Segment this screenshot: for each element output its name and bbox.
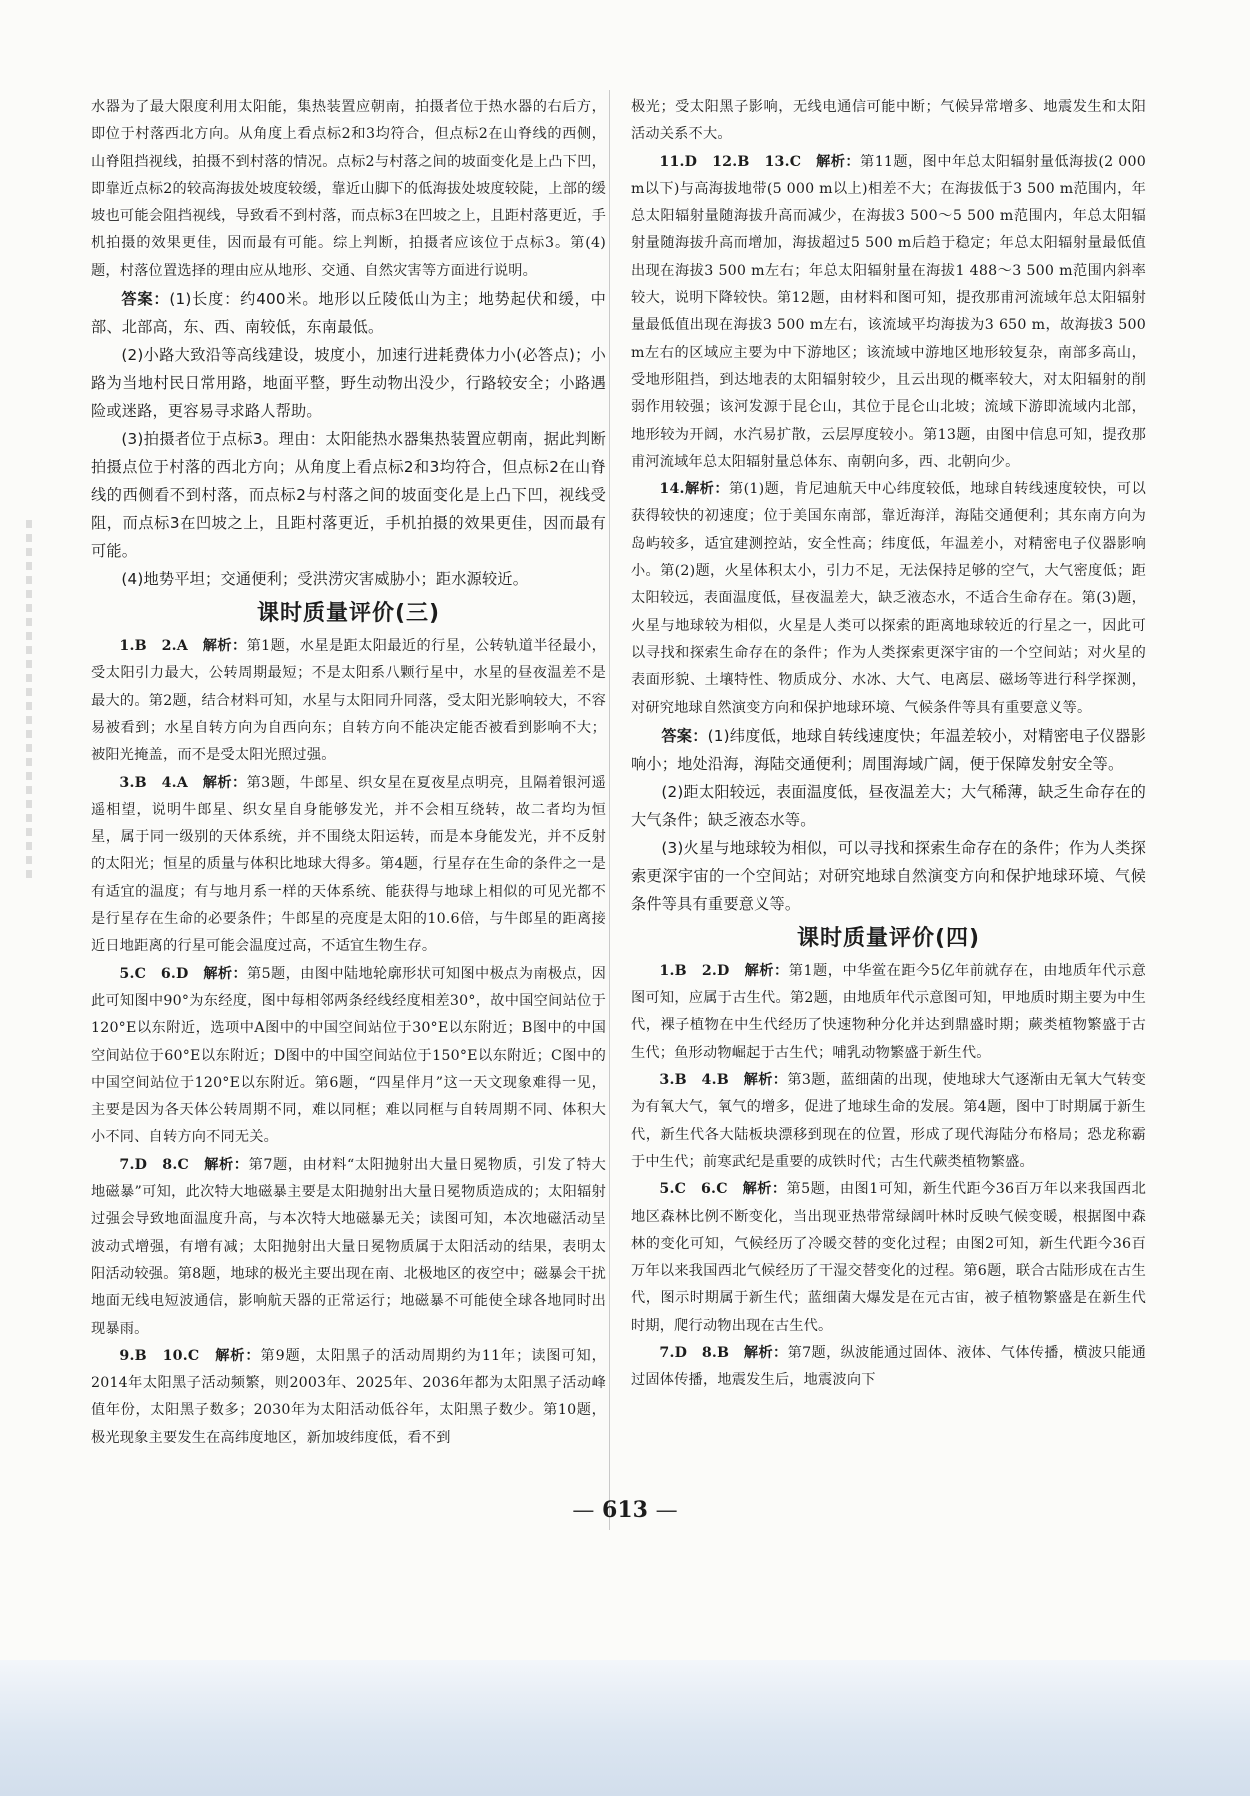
question-explanation: 第3题，蓝细菌的出现，使地球大气逐渐由无氧大气转变为有氧大气，氧气的增多，促进了地球生命的发展。第4题，图中丁时期属于新生代，新生代各大陆板块漂移到现在的位置，形成了现代海陆分布格局；恐龙称霸于中生代；前寒武纪是重要的成铁时代；古生代蕨类植物繁盛。	[631, 1072, 1146, 1170]
binding-edge-marks	[26, 520, 32, 880]
question-explanation: 第(1)题，肯尼迪航天中心纬度较低，地球自转线速度较快，可以获得较快的初速度；位于美国东南部，靠近海洋，海陆交通便利；其东南方向为岛屿较多，适宜建测控站，安全性高；纬度低，年温差小，对精密电子仪器影响小。第(2)题，火星体积太小，引力不足，无法保持足够的空气，大气密度低；距太阳较远，表面温度低，昼夜温差大，缺乏液态水，不适合生命存在。第(3)题，火星与地球较为相似，火星是人类可以探索的距离地球较近的行星之一，因此可以寻找和探索生命存在的条件；作为人类探索更深宇宙的一个空间站；对火星的表面形貌、土壤特性、物质成分、水冰、大气、电离层、磁场等进行科学探测，对研究地球自然演变方向和保护地球环境、气候条件等具有重要意义等。	[631, 481, 1146, 716]
question-explanation: 第1题，中华鲎在距今5亿年前就存在，由地质年代示意图可知，应属于古生代。第2题，由地质年代示意图可知，甲地质时期主要为中生代，裸子植物在中生代经历了快速物种分化并达到鼎盛时期；蕨类植物繁盛于古生代；鱼形动物崛起于古生代；哺乳动物繁盛于新生代。	[631, 962, 1146, 1061]
question-head: 1.B 2.D 解析：	[659, 962, 789, 979]
question-explanation: 第1题，水星是距太阳最近的行星，公转轨道半径最小，受太阳引力最大，公转周期最短；不是太阳系八颗行星中，水星的昼夜温差不是最大的。第2题，结合材料可知，水星与太阳同升同落，受太阳光影响较大，不容易被看到；水星自转方向为自西向东；自转方向不能决定能否被看到影响不大；被阳光掩盖，而不是受太阳光照过强。	[91, 638, 606, 764]
page-number	[560, 1497, 690, 1523]
paragraph	[91, 961, 606, 1152]
answer-line: (3)拍摄者位于点标3。理由：太阳能热水器集热装置应朝南，据此判断拍摄点位于村落的西北方向；从角度上看点标2和3均符合，但点标2在山脊线的西侧看不到村落，而点标2与村落之间的坡面变化是上凸下凹，视线受阻，而点标3在凹坡之上，且距村落更近，手机拍摄的效果更佳，因而最有可能。	[91, 430, 606, 561]
section-title: 课时质量评价(三)	[256, 601, 441, 627]
scan-bottom-band	[0, 1660, 1250, 1796]
paragraph	[631, 1067, 1146, 1176]
question-head: 5.C 6.D 解析：	[119, 965, 248, 982]
question-explanation: 第11题，图中年总太阳辐射量低海拔(2 000 m以下)与高海拔地带(5 000 m以上)相差不大；在海拔低于3 500 m范围内，年总太阳辐射量随海拔升高而减少，在海拔3 500～5 500 m范围内，年总太阳辐射量随海拔升高而增加，海拔超过5 500 m后趋于稳定；年总太阳辐射量最低值出现在海拔3 500 m左右；年总太阳辐射量在海拔1 488～3 500 m范围内斜率较大，说明下降较快。第12题，由材料和图可知，提孜那甫河流域年总太阳辐射量最低值出现在海拔3 500 m左右，该流域平均海拔为3 650 m，故海拔3 500 m左右的区域应主要为中下游地区；该流域中游地区地形较复杂，南部多高山，受地形阻挡，到达地表的太阳辐射较少，且云出现的概率较大，对太阳辐射的削弱作用较强；该河发源于昆仑山，其位于昆仑山北坡；流域下游即流域内北部，地形较为开阔，水汽易扩散，云层厚度较小。第13题，由图中信息可知，提孜那甫河流域年总太阳辐射量总体东、南朝向多，西、北朝向少。	[631, 153, 1146, 470]
question-explanation: 第9题，太阳黑子的活动周期约为11年；读图可知，2014年太阳黑子活动频繁，则2003年、2025年、2036年都为太阳黑子活动峰值年份，太阳黑子数多；2030年为太阳活动低谷年，太阳黑子数少。第10题，极光现象主要发生在高纬度地区，新加坡纬度低，看不到	[91, 1347, 606, 1446]
answer-line: (4)地势平坦；交通便利；受洪涝灾害威胁小；距水源较近。	[121, 570, 529, 589]
answer-line	[631, 722, 1146, 778]
paragraph	[91, 770, 606, 961]
paragraph	[631, 958, 1146, 1067]
answer-text: (1)长度：约400米。地形以丘陵低山为主；地势起伏和缓，中部、北部高，东、西、南较低，东南最低。	[91, 290, 606, 337]
paragraph	[631, 149, 1146, 477]
page-number-dash: —	[572, 1498, 595, 1523]
right-column	[631, 94, 1146, 1395]
left-column	[91, 94, 606, 1452]
question-head: 9.B 10.C 解析：	[119, 1347, 261, 1364]
question-head: 1.B 2.A 解析：	[119, 638, 247, 655]
paragraph	[91, 1152, 606, 1343]
section-title: 课时质量评价(四)	[796, 925, 981, 951]
question-explanation: 第7题，纵波能通过固体、液体、气体传播，横波只能通过固体传播，地震发生后，地震波向下	[631, 1344, 1146, 1389]
answer-line: (3)火星与地球较为相似，可以寻找和探索生命存在的条件；作为人类探索更深宇宙的一个空间站；对研究地球自然演变方向和保护地球环境、气候条件等具有重要意义等。	[631, 838, 1146, 913]
question-head: 5.C 6.C 解析：	[659, 1181, 787, 1198]
answer-block	[91, 285, 606, 593]
paragraph: 水器为了最大限度利用太阳能，集热装置应朝南，拍摄者位于热水器的右后方，即位于村落西北方向。从角度上看点标2和3均符合，但点标2在山脊线的西侧，山脊阻挡视线，拍摄不到村落的情况。点标2与村落之间的坡面变化是上凸下凹，即靠近点标2的较高海拔处坡度较缓，靠近山脚下的低海拔处坡度较陡，上部的缓坡也可能会阻挡视线，导致看不到村落，而点标3在凹坡之上，且距村落更近，手机拍摄的效果更佳，因而最有可能。综上判断，拍摄者应该位于点标3。第(4)题，村落位置选择的理由应从地形、交通、自然灾害等方面进行说明。	[91, 99, 606, 279]
paragraph	[631, 1340, 1146, 1395]
question-explanation: 第7题，由材料“太阳抛射出大量日冕物质，引发了特大地磁暴”可知，此次特大地磁暴主要是太阳抛射出大量日冕物质造成的；太阳辐射过强会导致地面温度升高，与本次特大地磁暴无关；读图可知，本次地磁活动呈波动式增强，有增有减；太阳抛射出大量日冕物质属于太阳活动的结果，表明太阳活动较强。第8题，地球的极光主要出现在南、北极地区的夜空中；磁暴会干扰地面无线电短波通信，影响航天器的正常运行；地磁暴不可能使全球各地同时出现暴雨。	[91, 1156, 606, 1337]
question-explanation: 第5题，由图1可知，新生代距今36百万年以来我国西北地区森林比例不断变化，当出现亚热带常绿阔叶林时反映气候变暖，根据图中森林的变化可知，气候经历了冷暖交替的变化过程；由图2可知，新生代距今36百万年以来我国西北气候经历了干湿交替变化的过程。第6题，联合古陆形成在古生代，图示时期属于新生代；蓝细菌大爆发是在元古宙，被子植物繁盛是在新生代时期，爬行动物出现在古生代。	[631, 1181, 1147, 1334]
answer-label: 答案：	[661, 726, 708, 745]
column-divider	[609, 90, 610, 1530]
answer-block	[631, 722, 1146, 918]
question-explanation: 第5题，由图中陆地轮廓形状可知图中极点为南极点，因此可知图中90°为东经度，图中每相邻两条经线经度相差30°，故中国空间站位于120°E以东附近，选项中A图中的中国空间站位于30°E以东附近；B图中的中国空间站位于60°E以东附近；D图中的中国空间站位于150°E以东附近；C图中的中国空间站位于120°E以东附近。第6题，“四星伴月”这一天文现象难得一见，主要是因为各天体公转周期不同，难以同框；难以同框与自转周期不同、体积大小不同、自转方向不同无关。	[91, 965, 607, 1146]
paragraph	[631, 476, 1146, 722]
answer-line: (2)小路大致沿等高线建设，坡度小，加速行进耗费体力小(必答点)；小路为当地村民日常用路，地面平整，野生动物出没少，行路较安全；小路遇险或迷路，更容易寻求路人帮助。	[91, 346, 606, 421]
paragraph	[91, 633, 606, 769]
answer-line	[91, 285, 606, 341]
answer-text: (1)纬度低，地球自转线速度快；年温差较小，对精密电子仪器影响小；地处沿海，海陆交通便利；周围海域广阔，便于保障发射安全等。	[631, 726, 1146, 773]
page-number-dash: —	[655, 1498, 678, 1523]
paragraph	[631, 1176, 1146, 1340]
page-number-value: 613	[602, 1497, 648, 1523]
question-head: 14.解析：	[659, 481, 729, 498]
answer-label: 答案：	[121, 290, 170, 309]
paragraph	[91, 1343, 606, 1452]
question-head: 7.D 8.B 解析：	[659, 1344, 788, 1361]
question-head: 3.B 4.B 解析：	[659, 1072, 788, 1089]
question-explanation: 第3题，牛郎星、织女星在夏夜星点明亮，且隔着银河遥遥相望，说明牛郎星、织女星自身能够发光，并不会相互绕转，故二者均为恒星，属于同一级别的天体系统，并不围绕太阳运转，而是本身能发光，并不反射的太阳光；恒星的质量与体积比地球大得多。第4题，行星存在生命的条件之一是有适宜的温度；有与地月系一样的天体系统、能获得与地球上相似的可见光都不是行星存在生命的必要条件；牛郎星的亮度是太阳的10.6倍，与牛郎星的距离接近日地距离的行星可能会温度过高，不适宜生物生存。	[91, 774, 606, 955]
question-head: 7.D 8.C 解析：	[119, 1156, 249, 1173]
question-head: 3.B 4.A 解析：	[119, 774, 247, 791]
answer-line: (2)距太阳较远，表面温度低，昼夜温差大；大气稀薄，缺乏生命存在的大气条件；缺乏液态水等。	[631, 782, 1146, 829]
question-head: 11.D 12.B 13.C 解析：	[659, 153, 861, 170]
paragraph: 极光；受太阳黑子影响，无线电通信可能中断；气候异常增多、地震发生和太阳活动关系不大。	[631, 99, 1146, 143]
